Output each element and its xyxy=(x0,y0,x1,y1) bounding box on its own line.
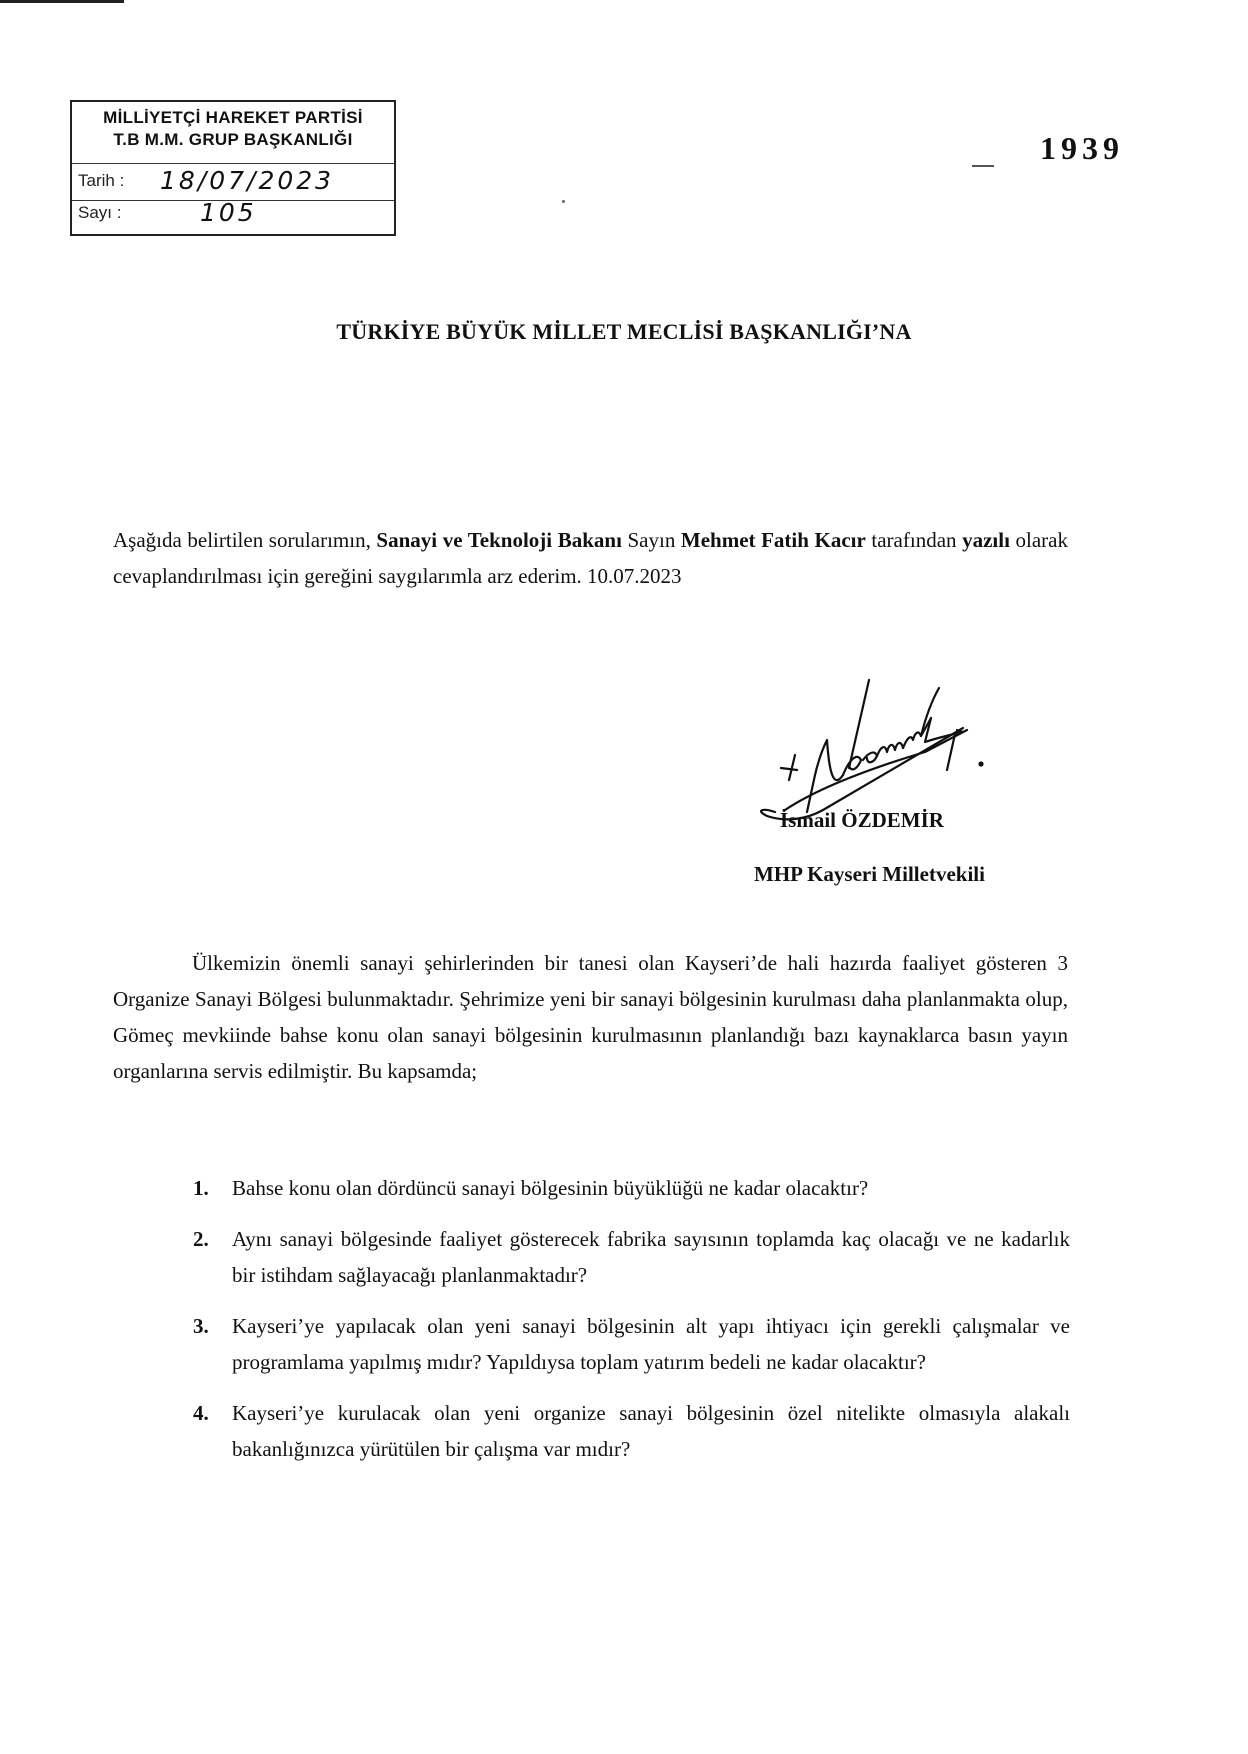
document-number: 1939 xyxy=(1040,130,1124,166)
question-text: Kayseri’ye kurulacak olan yeni organize sanayi bölgesinin özel nitelikte olmasıyla alakalı bakanlığınızca yürütülen bir çalışma var mıdır? xyxy=(232,1401,1070,1461)
question-item xyxy=(190,1308,1070,1380)
stamp-header xyxy=(72,102,394,164)
stamp-date-row xyxy=(72,164,394,201)
written-emphasis: yazılı xyxy=(962,528,1010,552)
body-paragraph: Ülkemizin önemli sanayi şehirlerinden bir tanesi olan Kayseri’de hali hazırda faaliyet gösteren 3 Organize Sanayi Bölgesi bulunmaktadır. Şehrimize yeni bir sanayi bölgesinin kurulması daha planlanmakta olup, Gömeç mevkiinde bahse konu olan sanayi bölgesinin kurulmasının planlandığı bazı kaynaklarca basın yayın organlarına servis edilmiştir. Bu kapsamda; xyxy=(113,951,1068,1083)
minister-office: Sanayi ve Teknoloji Bakanı xyxy=(376,528,622,552)
intro-paragraph xyxy=(113,522,1068,594)
stamp-date-label: Tarih : xyxy=(78,171,125,190)
signer-title: MHP Kayseri Milletvekili xyxy=(754,862,985,886)
question-list xyxy=(190,1170,1070,1482)
minister-name: Mehmet Fatih Kacır xyxy=(680,528,866,552)
question-number: 1. xyxy=(193,1176,209,1200)
signer-name: İsmail ÖZDEMİR xyxy=(780,808,944,832)
stamp-group-name: T.B M.M. GRUP BAŞKANLIĞI xyxy=(113,130,353,149)
stamp-number-row xyxy=(72,200,394,232)
question-text: Kayseri’ye yapılacak olan yeni sanayi bölgesinin alt yapı ihtiyacı için gerekli çalışmalar ve programlama yapılmış mıdır? Yapıldıysa toplam yatırım bedeli ne kadar olacaktır? xyxy=(232,1314,1070,1374)
scan-dot xyxy=(562,200,565,203)
stamp-number-value: 105 xyxy=(200,198,257,227)
question-item xyxy=(190,1221,1070,1293)
corner-scan-mark xyxy=(0,0,124,3)
dash-mark xyxy=(972,165,994,167)
question-item xyxy=(190,1170,1070,1206)
question-item xyxy=(190,1395,1070,1467)
question-number: 3. xyxy=(193,1314,209,1338)
question-number: 2. xyxy=(193,1227,209,1251)
stamp-date-value: 18/07/2023 xyxy=(160,166,335,195)
question-text: Bahse konu olan dördüncü sanayi bölgesinin büyüklüğü ne kadar olacaktır? xyxy=(232,1176,869,1200)
question-text: Aynı sanayi bölgesinde faaliyet gösterecek fabrika sayısının toplamda kaç olacağı ve ne kadarlık bir istihdam sağlayacağı planlanmaktadır? xyxy=(232,1227,1070,1287)
intro-text-3: tarafından xyxy=(865,528,963,552)
intro-text-2: Sayın xyxy=(621,528,681,552)
document-title: TÜRKİYE BÜYÜK MİLLET MECLİSİ BAŞKANLIĞI’NA xyxy=(336,319,912,344)
intro-text-4: olarak cevaplandırılması için gereğini saygılarımla arz ederim. 10.07.2023 xyxy=(113,528,1068,588)
registry-stamp xyxy=(70,100,396,236)
question-number: 4. xyxy=(193,1401,209,1425)
intro-text-1: Aşağıda belirtilen sorularımın, xyxy=(113,528,377,552)
stamp-number-label: Sayı : xyxy=(78,203,122,222)
stamp-party-name: MİLLİYETÇİ HAREKET PARTİSİ xyxy=(103,108,363,127)
